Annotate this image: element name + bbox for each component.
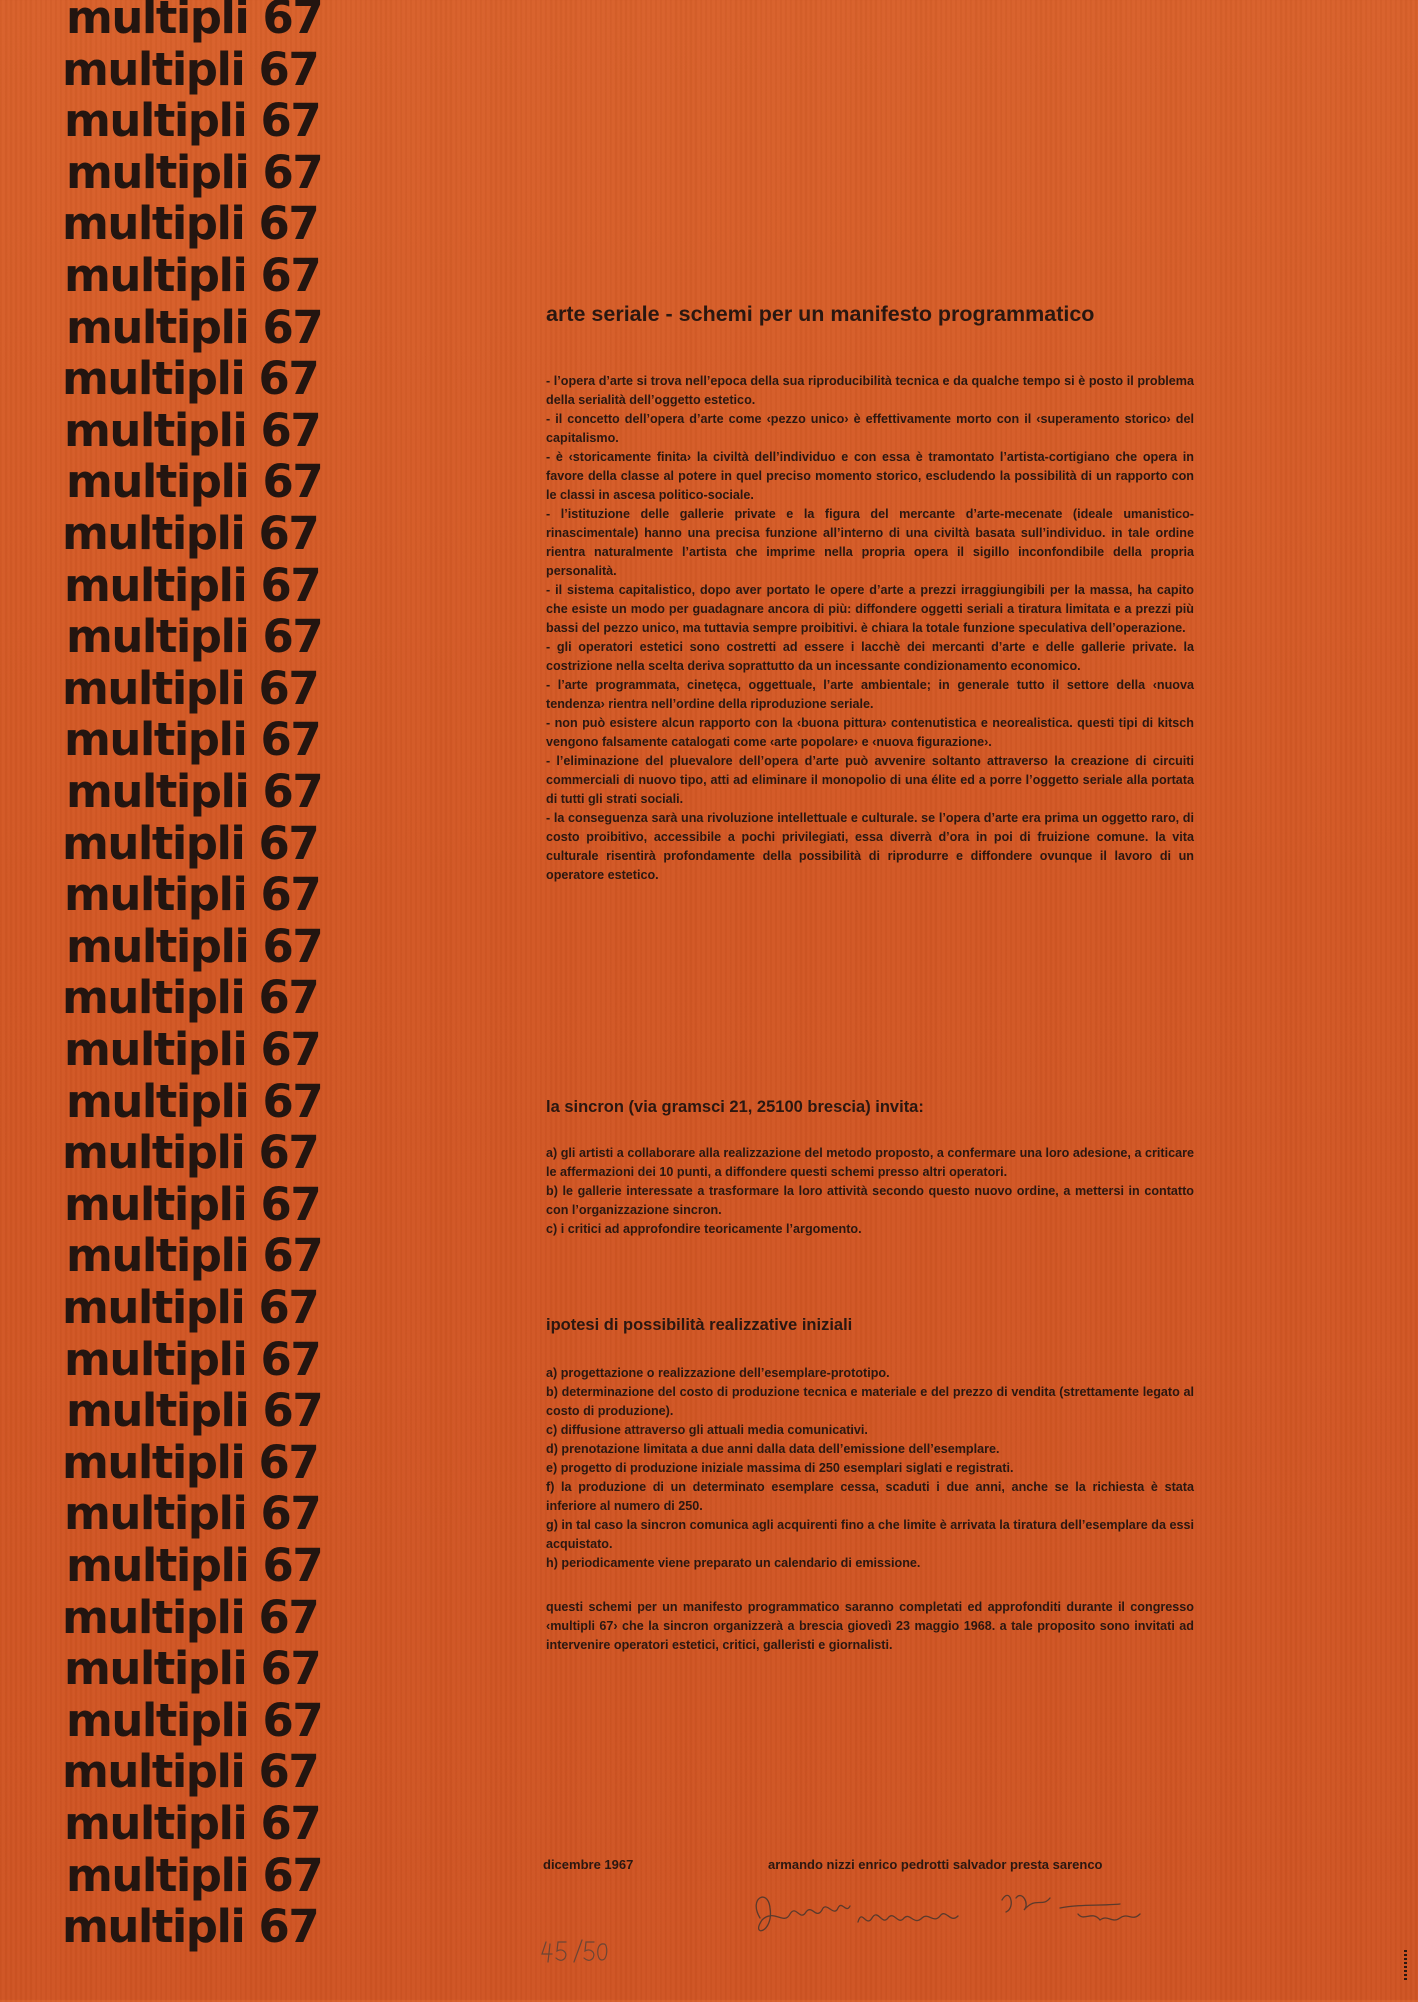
repeated-title-line: multipli 67 [62,352,319,406]
manifesto-point: - è ‹storicamente finita› la civiltà dell’individuo e con essa è tramontato l’artista-cortigiano che opera in favore della classe al potere in quel preciso momento storico, escludendo la possibilità di un rapporto con le classi in ascesa politico-sociale. [546,450,1194,502]
repeated-title-line: multipli 67 [62,661,319,715]
manifesto-point: - gli operatori estetici sono costretti ad essere i lacchè dei mercanti d’arte e delle gallerie private. la costrizione nella scelta deriva soprattutto da un incessante condizionamento economico. [546,640,1194,673]
repeated-title-line: multipli 67 [64,403,321,457]
repeated-title-column [62,0,362,2002]
repeated-title-line: multipli 67 [62,42,319,96]
manifesto-point: - l’opera d’arte si trova nell’epoca della sua riproducibilità tecnica e da qualche tempo si è posto il problema della serialità dell’oggetto estetico. [546,374,1194,407]
repeated-title-line: multipli 67 [64,868,321,922]
hypothesis-item: b) determinazione del costo di produzione tecnica e materiale e del prezzo di vendita (strettamente legato al costo di produzione). [546,1385,1194,1418]
repeated-title-line: multipli 67 [62,1435,319,1489]
manifesto-title: arte seriale - schemi per un manifesto programmatico [546,302,1095,326]
repeated-title-line: multipli 67 [64,713,321,767]
edge-registration-mark [1404,1950,1407,1980]
repeated-title-line: multipli 67 [64,1332,321,1386]
repeated-title-line: multipli 67 [66,765,323,818]
manifesto-point: - il sistema capitalistico, dopo aver portato le opere d’arte a prezzi irraggiungibili per la massa, ha capito che esiste un modo per guadagnare ancora di più: diffondere oggetti seriali a tiratura limitata e a prezzi più bassi del pezzo unico, ma tuttavia sempre proibitivi. è chiara la totale funzione speculativa dell’operazione. [546,583,1194,635]
repeated-title-line: multipli 67 [62,197,319,251]
handwritten-signatures [740,1878,1220,1958]
manifesto-point: - l’arte programmata, cinetęca, oggettuale, l’arte ambientale; in generale tutto il settore della ‹nuova tendenza› rientra nell’ordine della riproduzione seriale. [546,678,1194,711]
repeated-title-line: multipli 67 [64,1642,321,1696]
edition-number-mark [538,1930,608,1970]
hypothesis-item: d) prenotazione limitata a due anni dalla data dell’emissione dell’esemplare. [546,1442,1000,1456]
repeated-title-line: multipli 67 [62,971,319,1025]
repeated-title-line: multipli 67 [66,919,323,973]
repeated-title-line: multipli 67 [62,1281,319,1334]
closing-text: questi schemi per un manifesto programmatico saranno completati ed approfonditi durante il congresso ‹multipli 67› che la sincron organizzerà a brescia giovedì 23 maggio 1968. a tale proposito sono invitati ad intervenire operatori estetici, critici, galleristi e giornalisti. [546,1600,1194,1652]
hypothesis-item: h) periodicamente viene preparato un calendario di emissione. [546,1556,921,1570]
hypothesis-item: f) la produzione di un determinato esemplare cessa, scaduti i due anni, anche se la richiesta è stata inferiore al numero di 250. [546,1480,1194,1513]
invite-item: c) i critici ad approfondire teoricamente l’argomento. [546,1222,862,1236]
signatories-label: armando nizzi enrico pedrotti salvador presta sarenco [768,1857,1103,1872]
repeated-title-line: multipli 67 [62,1126,319,1180]
repeated-title-line: multipli 67 [64,94,321,148]
repeated-title-line: multipli 67 [64,1023,321,1076]
manifesto-point: - non può esistere alcun rapporto con la ‹buona pittura› contenutistica e neorealistica. questi tipi di kitsch vengono falsamente catalogati come ‹arte popolare› e ‹nuova figurazione›. [546,716,1194,749]
repeated-title-line: multipli 67 [66,1384,323,1438]
repeated-title-line: multipli 67 [66,1539,323,1592]
repeated-title-line: multipli 67 [64,1797,321,1850]
repeated-title-line: multipli 67 [62,816,319,870]
manifesto-point: - l’istituzione delle gallerie private e la figura del mercante d’arte-mecenate (ideale umanistico-rinascimentale) hanno una precisa funzione all’interno di una civiltà basata sull’individuo. in tale ordine rientra naturalmente l’artista che imprime nella propria opera il sigillo inconfondibile della propria personalità. [546,507,1194,578]
repeated-title-line: multipli 67 [64,249,321,302]
hypothesis-item: g) in tal caso la sincron comunica agli acquirenti fino a che limite è arrivata la tiratura dell’esemplare da essi acquistato. [546,1518,1194,1551]
repeated-title-line: multipli 67 [62,1745,319,1799]
invite-item: b) le gallerie interessate a trasformare la loro attività secondo questo nuovo ordine, a mettersi in contatto con l’organizzazione sincron. [546,1184,1194,1217]
repeated-title-line: multipli 67 [66,0,323,44]
hypothesis-item: e) progetto di produzione iniziale massima di 250 esemplari siglati e registrati. [546,1461,1014,1475]
invite-item: a) gli artisti a collaborare alla realizzazione del metodo proposto, a confermare una loro adesione, a criticare le affermazioni dei 10 punti, a diffondere questi schemi presso altri operatori. [546,1146,1194,1179]
hypothesis-item: c) diffusione attraverso gli attuali media comunicativi. [546,1423,868,1437]
hypothesis-list [546,1364,1194,1573]
manifesto-point: - l’eliminazione del pluevalore dell’opera d’arte può avvenire soltanto attraverso la creazione di circuiti commerciali di nuovo tipo, atti ad eliminare il monopolio di una élite ed a porre l’oggetto seriale alla portata di tutti gli strati sociali. [546,754,1194,806]
closing-paragraph [546,1598,1194,1655]
repeated-title-line: multipli 67 [66,300,323,354]
repeated-title-line: multipli 67 [64,558,321,612]
repeated-title-line: multipli 67 [66,455,323,509]
date-label: dicembre 1967 [543,1857,634,1872]
repeated-title-line: multipli 67 [66,1229,323,1283]
repeated-title-line: multipli 67 [62,1590,319,1644]
repeated-title-line: multipli 67 [64,1487,321,1541]
repeated-title-line: multipli 67 [62,1900,319,1954]
repeated-title-line: multipli 67 [66,1848,323,1902]
repeated-title-line: multipli 67 [66,1693,323,1747]
repeated-title-line: multipli 67 [66,610,323,664]
repeated-title-line: multipli 67 [66,1074,323,1128]
repeated-title-line: multipli 67 [62,507,319,560]
repeated-title-line: multipli 67 [66,145,323,199]
manifesto-point: - il concetto dell’opera d’arte come ‹pezzo unico› è effettivamente morto con il ‹superamento storico› del capitalismo. [546,412,1194,445]
hypothesis-heading: ipotesi di possibilità realizzative iniziali [546,1316,853,1334]
invite-list [546,1144,1194,1239]
hypothesis-item: a) progettazione o realizzazione dell’esemplare-prototipo. [546,1366,890,1380]
repeated-title-line: multipli 67 [64,1177,321,1231]
invite-heading: la sincron (via gramsci 21, 25100 brescia) invita: [546,1098,924,1116]
manifesto-point: - la conseguenza sarà una rivoluzione intellettuale e culturale. se l’opera d’arte era prima un oggetto raro, di costo proibitivo, accessibile a pochi privilegiati, essa diverrà d’ora in poi di fruizione comune. la vita culturale risentirà profondamente della possibilità di riprodurre e diffondere ovunque il lavoro di un operatore estetico. [546,811,1194,882]
manifesto-body [546,372,1194,885]
